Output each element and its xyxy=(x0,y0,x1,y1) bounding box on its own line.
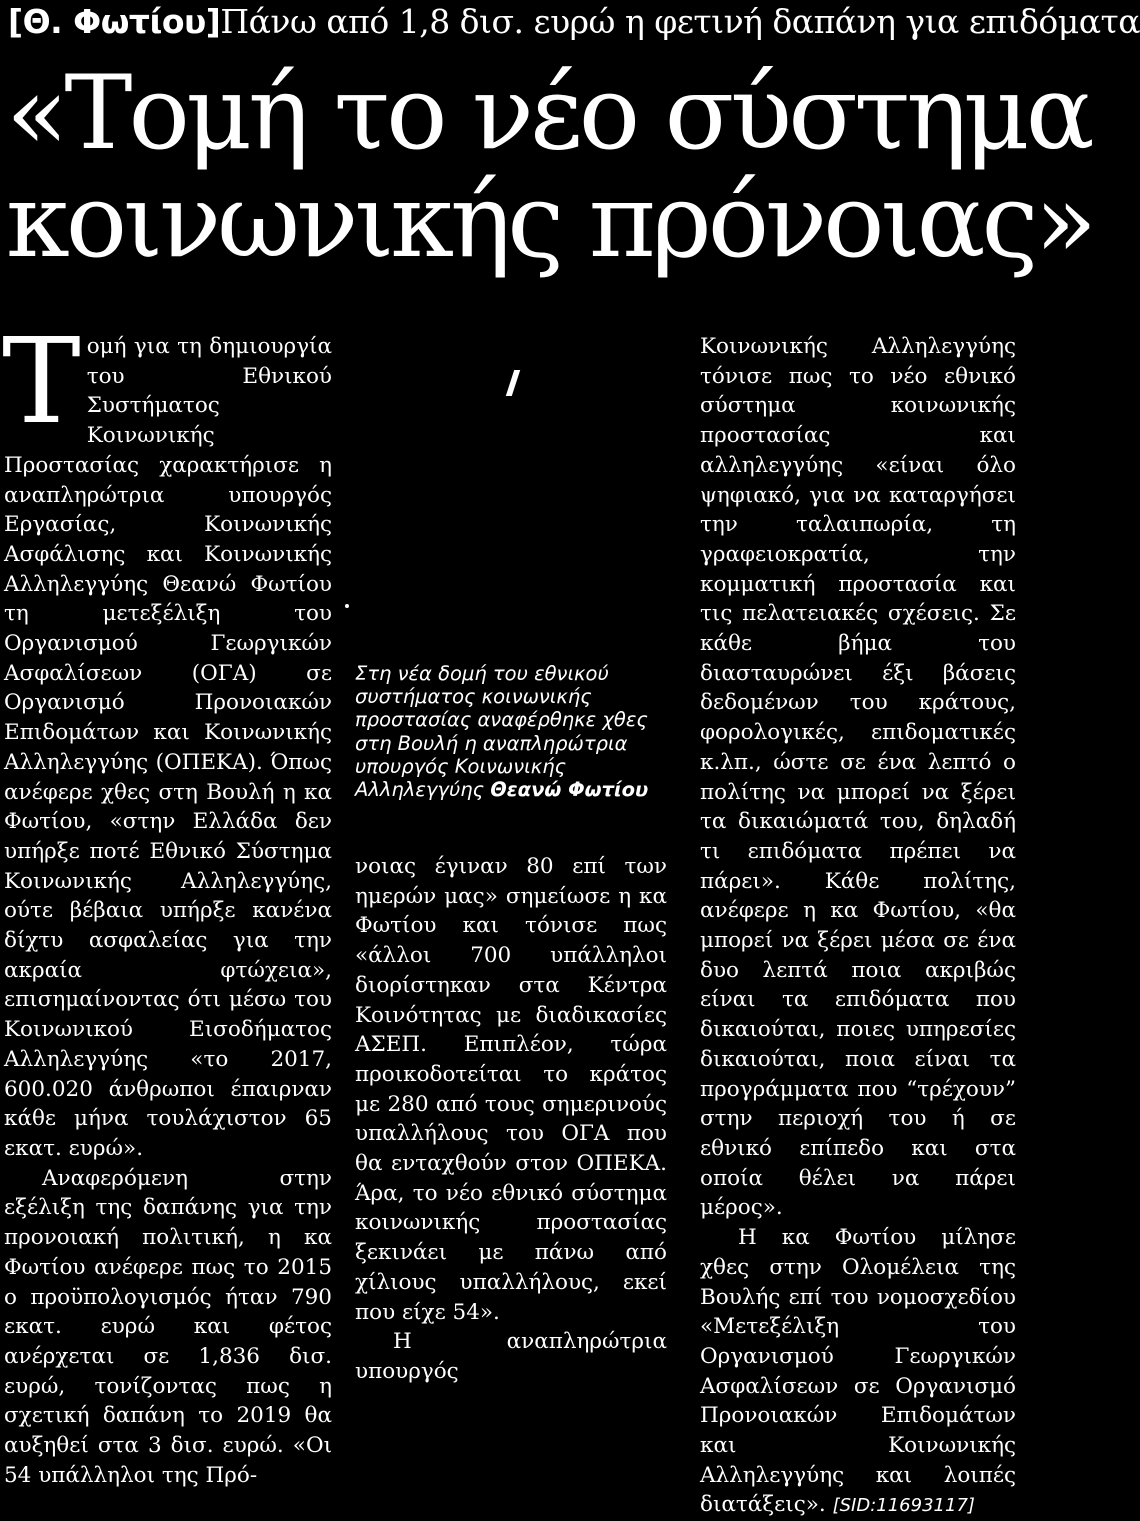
drop-cap: Τ xyxy=(2,312,81,450)
paragraph-6-text: Η κα Φωτίου μίλησε χθες στην Ολομέλεια της Βουλής επί του νομοσχεδίου «Μετεξέλιξη του Οργανισμού Γεωργικών Ασφαλίσεων σε Οργανισμό Προνοιακών Επιδομάτων και Κοινωνικής Αλληλεγγύης και λοιπές διατάξεις». xyxy=(700,1225,1016,1518)
caption-text: Στη νέα δομή του εθνικού συστήματος κοινωνικής προστασίας αναφέρθηκε χθες στη Βουλή η αναπληρώτρια υπουργός Κοινωνικής Αλληλεγγύης xyxy=(355,662,648,802)
paragraph-1-text: ομή για τη δημιουργία του Εθνικού Συστήματος Κοινωνικής Προστασίας χαρακτήρισε η αναπληρώτρια υπουργός Εργασίας, Κοινωνικής Ασφάλισης και Κοινωνικής Αλληλεγγύης Θεανώ Φωτίου τη μετεξέλιξη του Οργανισμού Γεωργικών Ασφαλίσεων (ΟΓΑ) σε Οργανισμό Προνοιακών Επιδομάτων και Κοινωνικής Αλληλεγγύης (ΟΠΕΚΑ). Όπως ανέφερε χθες στη Βουλή η κα Φωτίου, «στην Ελλάδα δεν υπήρξε ποτέ Εθνικό Σύστημα Κοινωνικής Αλληλεγγύης, ούτε βέβαια υπήρξε κανένα δίχτυ ασφαλείας για την ακραία φτώχεια», επισημαίνοντας ότι μέσω του Κοινωνικού Εισοδήματος Αλληλεγγύης «το 2017, 600.020 άνθρωποι έπαιρναν κάθε μήνα τουλάχιστον 65 εκατ. ευρώ». xyxy=(4,334,332,1161)
photo-mark xyxy=(506,370,520,396)
article-column-3 xyxy=(700,332,1016,1521)
paragraph-6 xyxy=(700,1223,1016,1521)
kicker-byline: [Θ. Φωτίου] xyxy=(8,2,221,41)
caption-name: Θεανώ Φωτίου xyxy=(490,778,649,802)
headline xyxy=(6,54,1093,281)
kicker-line xyxy=(8,2,1140,42)
photo-dot xyxy=(345,604,349,608)
headline-line-1: «Τομή το νέο σύστημα xyxy=(6,54,1091,173)
paragraph-1 xyxy=(2,312,332,1164)
article-column-1 xyxy=(2,312,332,1490)
kicker-text: Πάνω από 1,8 δισ. ευρώ η φετινή δαπάνη για επιδόματα xyxy=(220,2,1140,41)
paragraph-4: Η αναπληρώτρια υπουργός xyxy=(355,1329,667,1384)
sid-code: [SID:11693117] xyxy=(832,1495,975,1517)
article-column-2 xyxy=(355,852,667,1387)
photo-caption xyxy=(355,662,675,801)
paragraph-5: Κοινωνικής Αλληλεγγύης τόνισε πως το νέο εθνικό σύστημα κοινωνικής προστασίας και αλληλεγγύης «είναι όλο ψηφιακό, για να καταργήσει την ταλαιπωρία, τη γραφειοκρατία, την κομματική προστασία και τις πελατειακές σχέσεις. Σε κάθε βήμα του διασταυρώνει έξι βάσεις δεδομένων του κράτους, φορολογικές, επιδοματικές κ.λπ., ώστε σε ένα λεπτό ο πολίτης να μπορεί να ξέρει τα δικαιώματά του, δηλαδή τι επιδόματα πρέπει να πάρει». Κάθε πολίτης, ανέφερε η κα Φωτίου, «θα μπορεί να ξέρει μέσα σε ένα δυο λεπτά ποια ακριβώς είναι τα επιδόματα που δικαιούται, ποιες υπηρεσίες δικαιούται, ποια είναι τα προγράμματα που “τρέχουν” στην περιοχή του ή σε εθνικό επίπεδο και στα οποία θέλει να πάρει μέρος». xyxy=(700,334,1016,1221)
paragraph-3: νοιας έγιναν 80 επί των ημερών μας» σημείωσε η κα Φωτίου και τόνισε πως «άλλοι 700 υπάλληλοι διορίστηκαν στα Κέντρα Κοινότητας με διαδικασίες ΑΣΕΠ. Επιπλέον, τώρα προικοδοτείται το κράτος με 280 από τους σημερινούς υπαλλήλους του ΟΓΑ που θα ενταχθούν στον ΟΠΕΚΑ. Άρα, το νέο εθνικό σύστημα κοινωνικής προστασίας ξεκινάει με πάνω από χίλιους υπαλλήλους, εκεί που είχε 54». xyxy=(355,854,667,1325)
headline-line-2: κοινωνικής πρόνοιας» xyxy=(6,162,1093,281)
paragraph-2: Αναφερόμενη στην εξέλιξη της δαπάνης για την προνοιακή πολιτική, η κα Φωτίου ανέφερε πως το 2015 ο προϋπολογισμός ήταν 790 εκατ. ευρώ και φέτος ανέρχεται σε 1,836 δισ. ευρώ, τονίζοντας πως η σχετική δαπάνη το 2019 θα αυξηθεί στα 3 δισ. ευρώ. «Οι 54 υπάλληλοι της Πρό- xyxy=(4,1165,332,1488)
